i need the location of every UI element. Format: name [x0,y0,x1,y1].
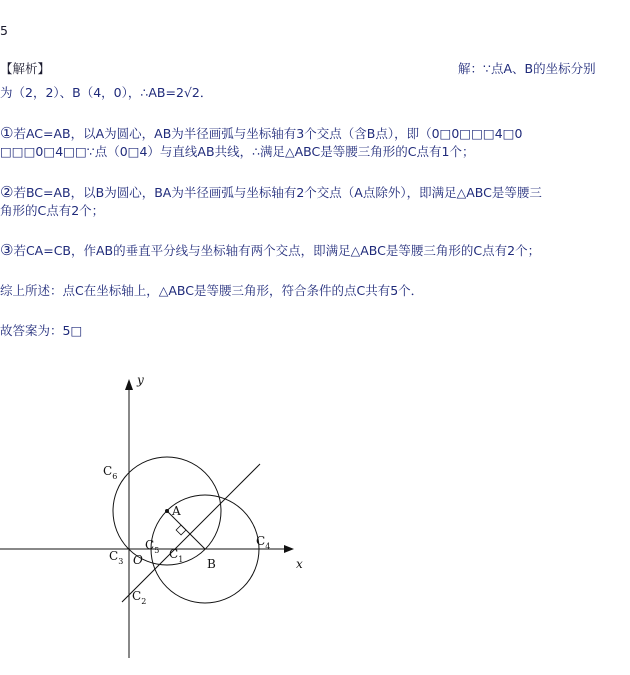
label-C4: $C_4$ [256,534,271,551]
coordinates-text: 为（2，2）、B（4，0），∴AB= [0,85,176,100]
label-C3: $C_3$ [109,549,124,566]
x-axis-arrow [284,545,294,553]
point-A-label: A [172,504,181,518]
label-C6: $C_6$ [103,464,118,481]
right-angle-mark [176,525,186,535]
y-axis-label: y [137,373,144,387]
case2-marker: ② [0,183,14,201]
label-C1: $C_1$ [169,547,184,564]
label-C2: $C_2$ [132,589,147,606]
page-number: 5 [0,23,8,38]
coordinates-line [0,84,212,102]
case2-line2: 角形的C点有2个； [0,203,105,218]
line-AB-extended [122,464,260,602]
case3-text-1: 若CA=CB，作AB的垂直平分线与坐标轴有两个交点，即满足△ABC是等腰三角形的C点有2个； [13,243,541,258]
label-C5: $C_5$ [145,538,160,555]
point-B-label: B [207,557,216,571]
case1-line1 [0,124,522,143]
case3-line1 [0,241,540,260]
case2-line1 [0,183,542,202]
case1-marker: ① [0,124,14,142]
sqrt-value: 2√2 [175,85,200,100]
case3-marker: ③ [0,241,14,259]
case2-text-1: 若BC=AB，以B为圆心，BA为半径画弧与坐标轴有2个交点（A点除外），即满足△ABC是等腰三 [13,185,542,200]
case1-text-1: 若AC=AB，以A为圆心，AB为半径画弧与坐标轴有3个交点（含B点），即（0□0□□□4□0 [13,126,523,141]
summary-text: 综上所述：点C在坐标轴上，△ABC是等腰三角形，符合条件的点C共有5个． [0,283,424,298]
point-A-dot [165,509,169,513]
answer-text: 故答案为：5□ [0,323,83,338]
solution-intro: 解：∵点A、B的坐标分别 [458,61,596,76]
analysis-label: 【解析】 [0,61,51,76]
origin-label: O [133,553,143,567]
y-axis-arrow [125,379,133,390]
case1-line2: □□□0□4□□∵点（0□4）与直线AB共线，∴满足△ABC是等腰三角形的C点有1个； [0,144,475,159]
coordinates-end: ． [199,85,213,100]
x-axis-label: x [296,557,303,571]
geometry-figure [0,368,330,668]
